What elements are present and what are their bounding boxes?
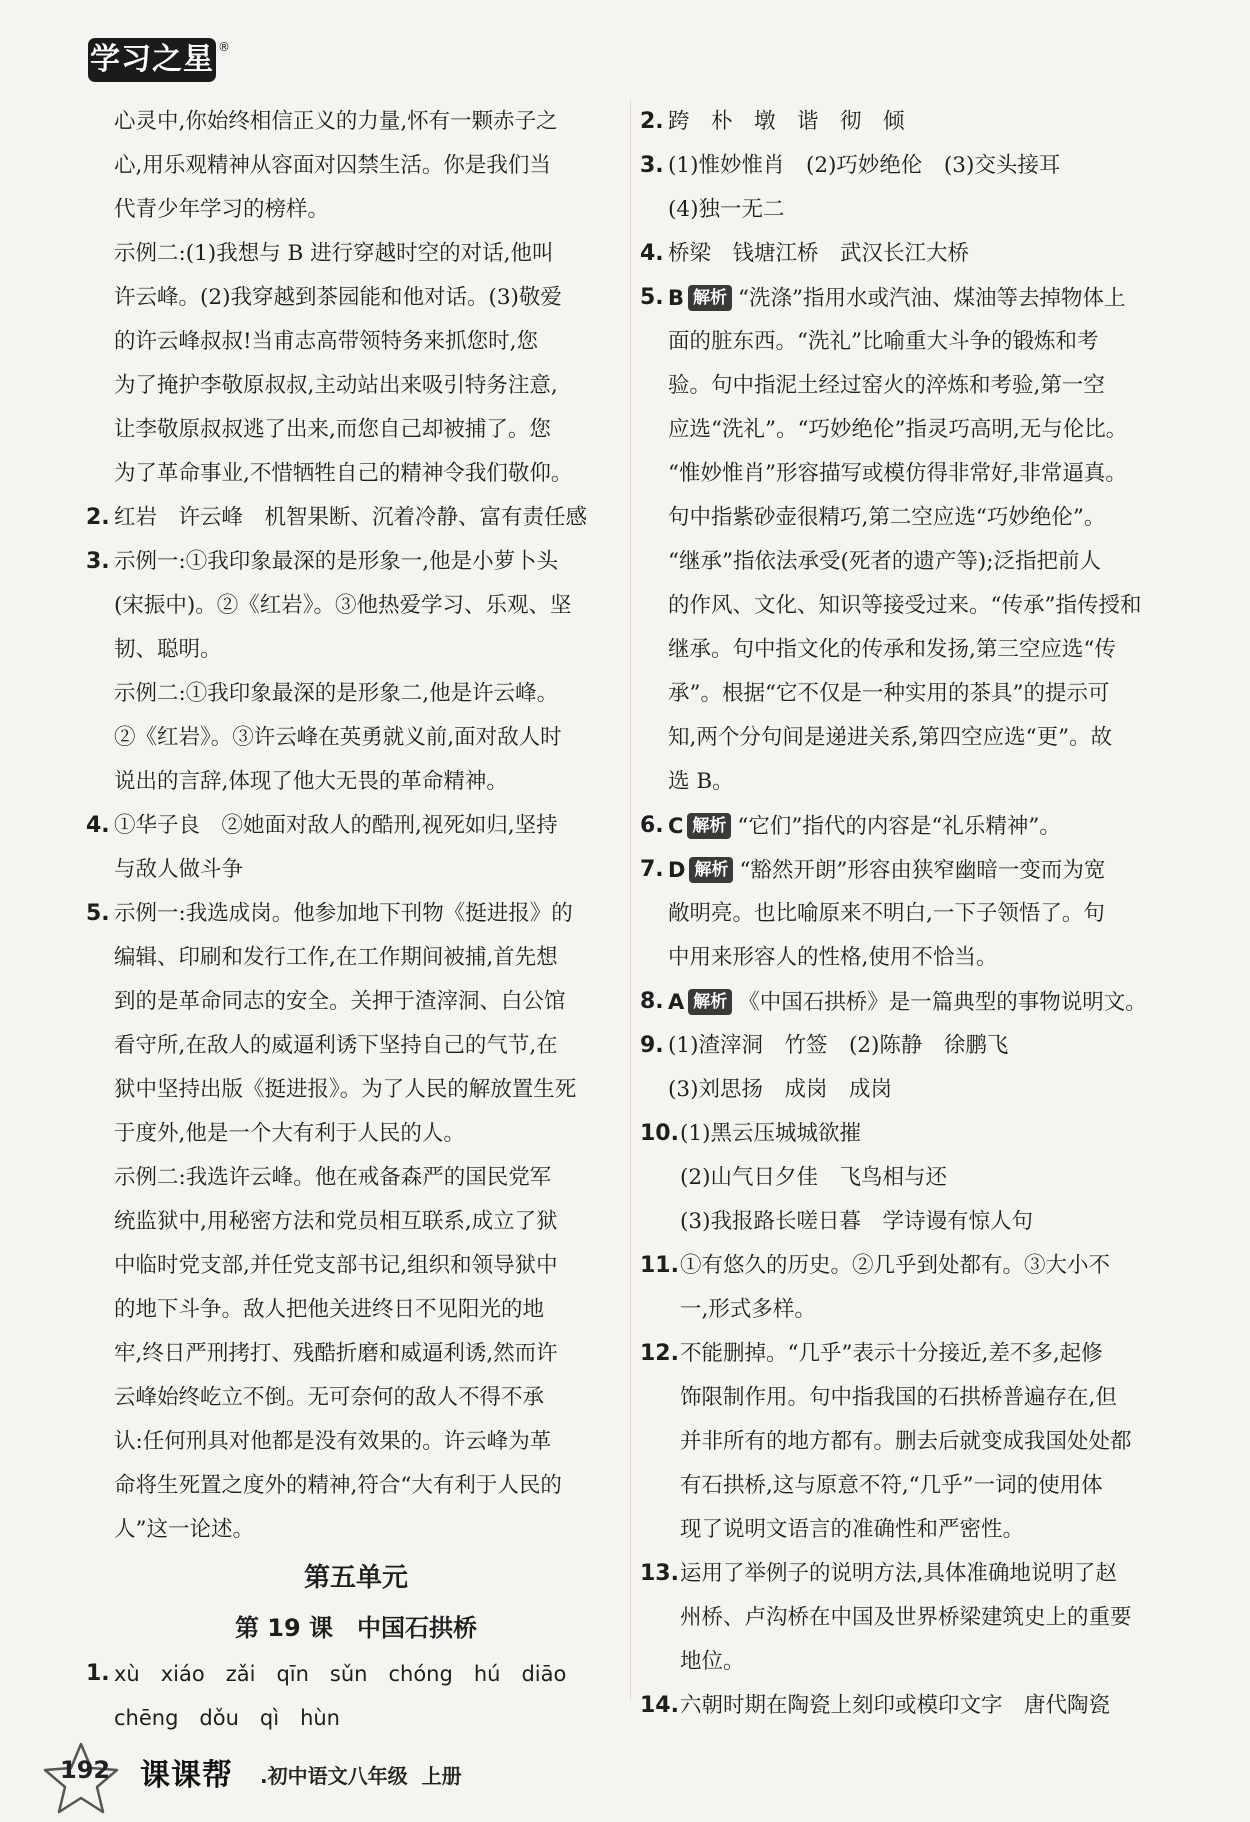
question-number: 8. bbox=[640, 989, 664, 1014]
question-number: 11. bbox=[640, 1253, 679, 1278]
left-question-3: 3. 示例一:①我印象最深的是形象一,他是小萝卜头 (宋振中)。②《红岩》。③他热爱学习、乐观、坚 韧、聪明。 示例二:①我印象最深的是形象二,他是许云峰。 ②《红岩》。③许云峰在英勇就义前,面对敌人时 说出的言辞,体现了他大无畏的革命精神。 bbox=[86, 540, 626, 804]
question-number: 3. bbox=[86, 549, 110, 574]
question-number: 4. bbox=[86, 813, 110, 838]
right-question-6: 6. C 解析 “它们”指代的内容是“礼乐精神”。 bbox=[640, 804, 1180, 848]
analysis-tag: 解析 bbox=[687, 813, 731, 839]
question-number: 4. bbox=[640, 241, 664, 266]
right-question-10: 10. (1)黑云压城城欲摧 (2)山气日夕佳 飞鸟相与还 (3)我报路长嗟日暮 学诗谩有惊人句 bbox=[640, 1112, 1180, 1244]
right-question-12: 12. 不能删掉。“几乎”表示十分接近,差不多,起修 饰限制作用。句中指我国的石拱桥普遍存在,但 并非所有的地方都有。删去后就变成我国处处都 有石拱桥,这与原意不符,“几乎”一词的使用体 现了说明文语言的准确性和严密性。 bbox=[640, 1332, 1180, 1552]
right-question-4: 4. 桥梁 钱塘江桥 武汉长江大桥 bbox=[640, 232, 1180, 276]
question-number: 2. bbox=[640, 109, 664, 134]
right-column bbox=[640, 100, 1180, 1728]
page-footer bbox=[40, 1740, 740, 1800]
question-number: 5. bbox=[640, 285, 664, 310]
question-number: 2. bbox=[86, 505, 110, 530]
question-number: 12. bbox=[640, 1341, 679, 1366]
book-info: .初中语文八年级 上册 bbox=[260, 1764, 462, 1788]
column-divider bbox=[630, 100, 631, 1700]
q1-continuation: 心灵中,你始终相信正义的力量,怀有一颗赤子之 心,用乐观精神从容面对囚禁生活。你是我们当 代青少年学习的榜样。 bbox=[114, 109, 558, 222]
right-question-5: 5. B 解析 “洗涤”指用水或汽油、煤油等去掉物体上 面的脏东西。“洗礼”比喻重大斗争的锻炼和考 验。句中指泥土经过窑火的淬炼和考验,第一空 应选“洗礼”。“巧妙绝伦”指灵巧高明,无与伦比。 “惟妙惟肖”形容描写或模仿得非常好,非常逼真。 句中指紫砂壶很精巧,第二空应选“巧妙绝伦”。 “继承”指依法承受(死者的遗产等);泛指把前人 的作风、文化、知识等接受过来。“传承”指传授和 继承。句中指文化的传承和发扬,第三空应选“传 承”。根据“它不仅是一种实用的茶具”的提示可 知,两个分句间是递进关系,第四空应选“更”。故 选 B。 bbox=[640, 276, 1180, 804]
question-number: 9. bbox=[640, 1033, 664, 1058]
right-question-13: 13. 运用了举例子的说明方法,具体准确地说明了赵 州桥、卢沟桥在中国及世界桥梁建筑史上的重要 地位。 bbox=[640, 1552, 1180, 1684]
page-number: 192 bbox=[60, 1756, 111, 1784]
left-question-2: 2. 红岩 许云峰 机智果断、沉着冷静、富有责任感 bbox=[86, 496, 626, 540]
footer-brand: 课课帮 bbox=[140, 1758, 233, 1793]
analysis-tag: 解析 bbox=[688, 989, 732, 1015]
right-question-2: 2. 跨 朴 墩 谐 彻 倾 bbox=[640, 100, 1180, 144]
left-question-1-pinyin: 1. xù xiáo zǎi qīn sǔn chóng hú diāo chēng dǒu qì hùn bbox=[86, 1652, 626, 1740]
question-number: 1. bbox=[86, 1661, 110, 1686]
right-question-11: 11. ①有悠久的历史。②几乎到处都有。③大小不 一,形式多样。 bbox=[640, 1244, 1180, 1332]
answer-letter: B bbox=[668, 286, 685, 310]
analysis-tag: 解析 bbox=[688, 285, 732, 311]
question-number: 5. bbox=[86, 901, 110, 926]
left-question-5: 5. 示例一:我选成岗。他参加地下刊物《挺进报》的 编辑、印刷和发行工作,在工作期间被捕,首先想 到的是革命同志的安全。关押于渣滓洞、白公馆 看守所,在敌人的威逼利诱下坚持自己的气节,在 狱中坚持出版《挺进报》。为了人民的解放置生死 于度外,他是一个大有利于人民的人。 示例二:我选许云峰。他在戒备森严的国民党军 统监狱中,用秘密方法和党员相互联系,成立了狱 中临时党支部,并任党支部书记,组织和领导狱中 的地下斗争。敌人把他关进终日不见阳光的地 牢,终日严刑拷打、残酷折磨和威逼利诱,然而许 云峰始终屹立不倒。无可奈何的敌人不得不承 认:任何刑具对他都是没有效果的。许云峰为革 命将生死置之度外的精神,符合“大有利于人民的 人”这一论述。 bbox=[86, 892, 626, 1552]
q1-example-two: 示例二:(1)我想与 B 进行穿越时空的对话,他叫 许云峰。(2)我穿越到茶园能和他对话。(3)敬爱 的许云峰叔叔!当甫志高带领特务来抓您时,您 为了掩护李敬原叔叔,主动站出来吸引特务注意, 让李敬原叔叔逃了出来,而您自己却被捕了。您 为了革命事业,不惜牺牲自己的精神令我们敬仰。 bbox=[114, 241, 573, 486]
question-number: 10. bbox=[640, 1121, 679, 1146]
question-number: 3. bbox=[640, 153, 664, 178]
analysis-tag: 解析 bbox=[689, 857, 733, 883]
right-question-14: 14. 六朝时期在陶瓷上刻印或模印文字 唐代陶瓷 bbox=[640, 1684, 1180, 1728]
right-question-9: 9. (1)渣滓洞 竹签 (2)陈静 徐鹏飞 (3)刘思扬 成岗 成岗 bbox=[640, 1024, 1180, 1112]
question-number: 13. bbox=[640, 1561, 679, 1586]
left-column bbox=[86, 100, 626, 1740]
unit-title: 第五单元 bbox=[303, 1563, 408, 1593]
lesson-title: 第 19 课 中国石拱桥 bbox=[234, 1614, 478, 1642]
question-number: 14. bbox=[640, 1693, 679, 1718]
question-number: 6. bbox=[640, 813, 664, 838]
answer-letter: D bbox=[668, 858, 686, 882]
right-question-7: 7. D 解析 “豁然开朗”形容由狭窄幽暗一变而为宽 敞明亮。也比喻原来不明白,一下子领悟了。句 中用来形容人的性格,使用不恰当。 bbox=[640, 848, 1180, 980]
question-number: 7. bbox=[640, 857, 664, 882]
right-question-8: 8. A 解析 《中国石拱桥》是一篇典型的事物说明文。 bbox=[640, 980, 1180, 1024]
right-question-3: 3. (1)惟妙惟肖 (2)巧妙绝伦 (3)交头接耳 (4)独一无二 bbox=[640, 144, 1180, 232]
registered-mark: ® bbox=[218, 40, 230, 54]
brand-logo: 学习之星 bbox=[88, 38, 216, 82]
left-question-4: 4. ①华子良 ②她面对敌人的酷刑,视死如归,坚持 与敌人做斗争 bbox=[86, 804, 626, 892]
answer-letter: C bbox=[668, 814, 684, 838]
answer-letter: A bbox=[668, 990, 685, 1014]
